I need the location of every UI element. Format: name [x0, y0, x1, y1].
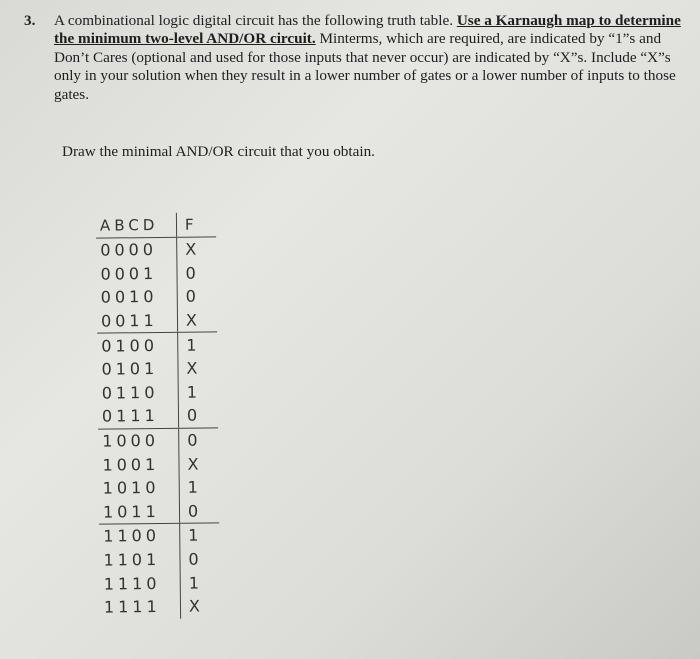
row-inputs: 1101	[103, 550, 161, 570]
truth-table-row	[98, 404, 218, 430]
row-output: 1	[178, 380, 214, 404]
truth-table-row	[99, 475, 219, 500]
row-inputs: 1100	[103, 526, 161, 547]
instruction-text: Draw the minimal AND/OR circuit that you obtain.	[62, 143, 375, 160]
truth-table-row	[99, 499, 219, 525]
truth-table-row	[99, 523, 219, 548]
row-inputs: 0000	[100, 240, 158, 260]
row-inputs: 0011	[100, 311, 158, 331]
row-output: 0	[176, 261, 212, 285]
row-output: 1	[180, 571, 216, 595]
output-header: F	[176, 212, 212, 236]
row-inputs: 1110	[103, 573, 161, 594]
truth-table-row	[98, 452, 218, 477]
truth-table-row	[97, 356, 217, 381]
row-output: 0	[179, 499, 215, 523]
truth-table-row	[98, 380, 218, 405]
row-output: 1	[179, 475, 215, 499]
question-task: Use a Karnaugh map to determine the minimum two-level AND/OR circuit.	[54, 12, 681, 48]
row-inputs: 1010	[102, 478, 160, 498]
truth-table	[96, 212, 220, 619]
row-output: 0	[179, 547, 215, 571]
question-block	[24, 12, 684, 104]
row-output: X	[177, 356, 213, 380]
question-number: 3.	[24, 12, 36, 29]
row-output: 0	[178, 428, 214, 452]
truth-table-row	[100, 594, 220, 619]
row-output: X	[180, 594, 216, 618]
row-output: X	[177, 308, 213, 332]
truth-table-row	[98, 428, 218, 453]
row-inputs: 1111	[103, 597, 161, 617]
truth-table-row	[96, 237, 216, 262]
truth-table-row	[97, 308, 217, 334]
row-output: 0	[178, 404, 214, 428]
truth-table-row	[97, 285, 217, 310]
row-output: X	[178, 452, 214, 476]
question-intro: A combinational logic digital circuit has the following truth table.	[54, 12, 454, 29]
row-inputs: 1001	[102, 454, 160, 475]
truth-table-row	[100, 571, 220, 596]
row-output: 0	[177, 285, 213, 309]
row-inputs: 0111	[101, 406, 159, 427]
truth-table-body	[96, 237, 220, 619]
row-inputs: 0001	[100, 263, 158, 284]
question-text	[54, 12, 684, 104]
row-output: 1	[179, 524, 215, 548]
row-inputs: 0110	[101, 382, 159, 403]
row-inputs: 0010	[100, 287, 158, 308]
row-inputs: 1011	[102, 501, 160, 522]
truth-table-row	[97, 333, 217, 358]
row-inputs: 0101	[101, 359, 159, 379]
row-output: 1	[177, 333, 213, 357]
input-header: ABCD	[99, 215, 159, 235]
row-inputs: 1000	[102, 431, 160, 451]
truth-table-row	[99, 547, 219, 572]
row-inputs: 0100	[101, 335, 159, 356]
row-output: X	[176, 237, 212, 261]
truth-table-row	[96, 261, 216, 286]
question-details: Minterms, which are required, are indicated by “1”s and Don’t Cares (optional and used for those inputs that never occur) are indicated by “X”s. Include “X”s only in your solution when they result in a lower number of gates or a lower number of inputs to those gates.	[54, 30, 676, 103]
truth-table-header	[96, 212, 216, 238]
